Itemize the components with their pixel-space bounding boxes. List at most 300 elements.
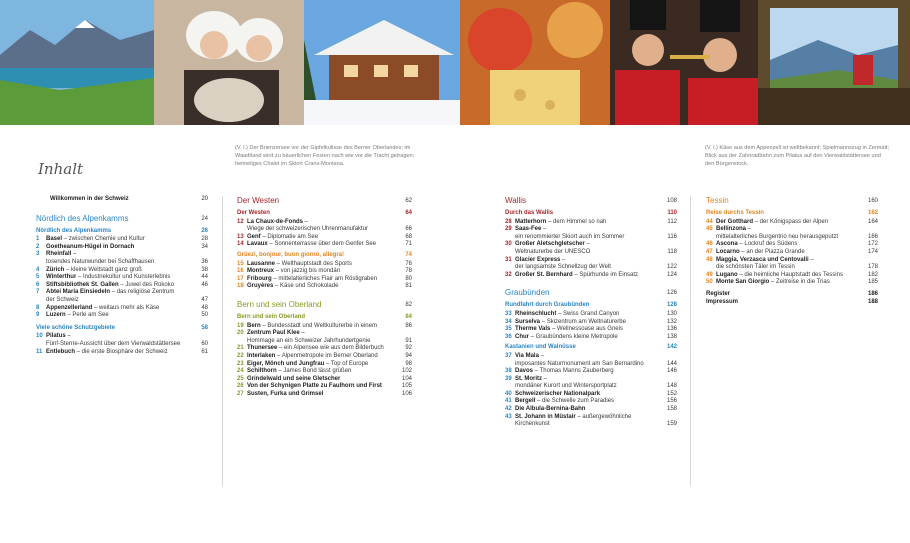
entry-page: 91 xyxy=(405,337,412,344)
toc-entry[interactable] xyxy=(237,276,412,284)
photo-brienzersee xyxy=(0,0,154,125)
entry-title-bold: Der Gotthard xyxy=(716,218,754,225)
entry-title-rest: – Diplomatie am See xyxy=(260,233,319,240)
entry-title-rest: – Top of Europe xyxy=(324,360,369,367)
entry-title: Impressum xyxy=(706,298,739,305)
toc-entry[interactable] xyxy=(237,376,412,384)
entry-title xyxy=(46,251,194,259)
entry-title-rest: – Industriekultur und Kunsterlebnis xyxy=(76,274,171,281)
toc-entry[interactable] xyxy=(505,376,677,384)
section-page: 126 xyxy=(666,290,677,297)
subsection-page: 110 xyxy=(667,210,677,216)
entry-number: 7 xyxy=(36,289,40,296)
entry-title xyxy=(247,268,398,276)
subsection-page: 26 xyxy=(201,227,208,234)
subsection-title: Reise durchs Tessin xyxy=(706,210,764,216)
entry-title-bold: Von der Schynigen Platte zu Faulhorn und First xyxy=(247,383,382,390)
entry-title-bold: Gruyères xyxy=(247,283,274,290)
section-heading[interactable] xyxy=(237,300,412,310)
toc-column-3 xyxy=(505,196,677,429)
toc-entry[interactable] xyxy=(706,279,878,287)
entry-number: 6 xyxy=(36,281,40,288)
subsection-page: 58 xyxy=(201,324,208,331)
entry-list xyxy=(237,219,412,249)
entry-list xyxy=(237,261,412,291)
toc-entry[interactable] xyxy=(505,219,677,227)
entry-number: 3 xyxy=(36,251,40,258)
entry-list xyxy=(237,323,412,399)
entry-page: 146 xyxy=(666,368,677,375)
entry-title xyxy=(247,241,398,249)
entry-page: 36 xyxy=(201,258,208,265)
entry-number: 28 xyxy=(505,218,512,225)
entry-list xyxy=(36,333,208,356)
entry-page: 104 xyxy=(401,375,412,382)
entry-title xyxy=(247,283,398,291)
entry-page: 102 xyxy=(401,368,412,375)
entry-title-bold: Winterthur xyxy=(46,274,77,281)
toc-entry[interactable] xyxy=(706,226,878,234)
entry-number: 49 xyxy=(706,271,713,278)
entry-page: 47 xyxy=(201,296,208,303)
toc-entry[interactable] xyxy=(505,353,677,361)
entry-number: 42 xyxy=(505,406,512,413)
entry-page: 92 xyxy=(405,345,412,352)
entry-title-bold: Therme Vals xyxy=(515,326,551,333)
entry-number: 5 xyxy=(36,274,40,281)
entry-page: 105 xyxy=(401,383,412,390)
entry-number: 24 xyxy=(237,368,244,375)
toc-entry[interactable] xyxy=(237,353,412,361)
entry-title-bold: Zürich xyxy=(46,266,65,273)
entry-title-bold: Die Albula-Bernina-Bahn xyxy=(515,406,586,413)
entry-title-rest: – kleine Weltstadt ganz groß xyxy=(64,266,142,273)
subsection-title: Der Westen xyxy=(237,210,270,216)
toc-entry[interactable] xyxy=(505,398,677,406)
entry-page: 94 xyxy=(405,352,412,359)
entry-page: 144 xyxy=(666,360,677,367)
toc-entry[interactable] xyxy=(706,257,878,265)
photo-appenzeller-cheese xyxy=(460,0,610,125)
toc-entry[interactable] xyxy=(237,338,412,346)
toc-entry[interactable] xyxy=(237,241,412,249)
entry-title-bold: Großer Aletschgletscher xyxy=(515,241,585,248)
entry-page: 76 xyxy=(405,260,412,267)
entry-title-bold: Luzern xyxy=(46,312,66,319)
toc-entry[interactable] xyxy=(237,226,412,234)
section-heading[interactable] xyxy=(505,288,677,298)
entry-title xyxy=(716,257,864,265)
entry-title xyxy=(46,349,194,357)
entry-title xyxy=(247,330,398,338)
entry-title-bold: Saas-Fee xyxy=(515,226,542,233)
entry-title-rest: ein renommierter Skiort auch im Sommer xyxy=(515,233,625,240)
section-title: Wallis xyxy=(505,196,527,205)
entry-number: 45 xyxy=(706,226,713,233)
toc-entry[interactable] xyxy=(505,368,677,376)
entry-title-bold: Davos xyxy=(515,368,534,375)
entry-page: 71 xyxy=(405,241,412,248)
entry-title-bold: Maggia, Verzasca und Centovalli xyxy=(716,256,809,263)
entry-list xyxy=(505,219,677,280)
entry-page: 81 xyxy=(405,283,412,290)
toc-entry[interactable] xyxy=(36,236,208,244)
entry-title xyxy=(716,249,864,257)
entry-title xyxy=(247,323,398,331)
entry-title-bold: Montreux xyxy=(247,268,274,275)
entry-number: 2 xyxy=(36,243,40,250)
toc-entry[interactable] xyxy=(505,334,677,342)
entry-page: 174 xyxy=(867,248,878,255)
subsection-heading[interactable] xyxy=(36,228,208,236)
entry-title xyxy=(716,279,864,287)
toc-entry[interactable] xyxy=(505,272,677,280)
toc-entry[interactable] xyxy=(505,234,677,242)
entry-title xyxy=(515,361,663,369)
entry-title-rest: tosendes Naturwunder bei Schaffhausen xyxy=(46,258,155,265)
toc-entry[interactable] xyxy=(706,249,878,257)
entry-page: 118 xyxy=(667,248,677,255)
photo-chalet xyxy=(304,0,460,125)
entry-number: 31 xyxy=(505,256,512,263)
entry-list xyxy=(505,311,677,341)
subsection-title: Nördlich des Alpenkamms xyxy=(36,227,112,234)
entry-title xyxy=(46,333,194,341)
subsection-page: 128 xyxy=(666,302,677,309)
subsection-title: Grüezi, bonjour, buon giorno, allegra! xyxy=(237,251,345,258)
entry-title xyxy=(46,244,194,252)
entry-title xyxy=(247,368,398,376)
entry-title: Register xyxy=(706,290,731,297)
subsection-heading[interactable] xyxy=(237,252,412,260)
entry-number: 21 xyxy=(237,345,244,352)
toc-entry[interactable] xyxy=(36,333,208,341)
toc-entry[interactable] xyxy=(36,282,208,290)
entry-title-rest: – ein Alpensee wie aus dem Bilderbuch xyxy=(277,345,384,352)
toc-entry[interactable] xyxy=(505,257,677,265)
toc-entry[interactable] xyxy=(237,330,412,338)
entry-title-bold: Schilthorn xyxy=(247,368,277,375)
entry-number: 19 xyxy=(237,322,244,329)
section-title: Tessin xyxy=(706,196,729,205)
entry-page: 98 xyxy=(405,360,412,367)
section-heading[interactable] xyxy=(706,196,878,206)
entry-title xyxy=(515,311,663,319)
caption-left: (V. l.) Der Brienzersee vor der Gipfelkulisse des Berner Oberlandes; im Waadtland wird zu bäuerlichen Festen nach wie vor die Tracht getragen; heimeliges Chalet im Skiort Crans-Montana. xyxy=(235,145,415,167)
entry-title xyxy=(46,282,194,290)
subsection-heading[interactable] xyxy=(237,314,412,322)
entry-title-rest: – xyxy=(808,256,814,263)
section-heading[interactable] xyxy=(505,196,677,206)
entry-title-bold: Bergell xyxy=(515,398,536,405)
toc-entry[interactable] xyxy=(505,319,677,327)
subsection-heading[interactable] xyxy=(505,302,677,310)
entry-number: 37 xyxy=(505,352,512,359)
section-page: 82 xyxy=(405,301,412,308)
entry-title-bold: Lugano xyxy=(716,271,738,278)
subsection-title: Kastanien und Walnüsse xyxy=(505,344,576,351)
entry-title-bold: Entlebuch xyxy=(46,348,76,355)
entry-title xyxy=(46,312,194,320)
subsection-page: 162 xyxy=(867,210,878,216)
entry-title xyxy=(716,234,864,242)
toc-entry[interactable] xyxy=(36,312,208,320)
toc-entry[interactable] xyxy=(36,259,208,267)
entry-title-bold: Zentrum Paul Klee xyxy=(247,330,300,337)
entry-number: 29 xyxy=(505,226,512,233)
entry-title-rest: – Skizentrum am Weltnaturerbe xyxy=(540,318,626,325)
toc-entry[interactable] xyxy=(237,283,412,291)
entry-title xyxy=(515,334,663,342)
toc-entry[interactable] xyxy=(36,349,208,357)
subsection-heading[interactable] xyxy=(237,210,412,218)
toc-entry[interactable] xyxy=(505,241,677,249)
toc-entry[interactable] xyxy=(505,264,677,272)
toc-entry[interactable] xyxy=(505,249,677,257)
entry-title xyxy=(515,326,663,334)
entry-page: 156 xyxy=(666,398,677,405)
toc-entry[interactable] xyxy=(36,341,208,349)
toc-entry[interactable] xyxy=(237,261,412,269)
entry-title xyxy=(716,219,864,227)
entry-title: Willkommen in der Schweiz xyxy=(50,196,129,202)
entry-page: 20 xyxy=(201,196,208,202)
entry-title xyxy=(515,376,663,384)
toc-entry[interactable] xyxy=(36,244,208,252)
subsection-heading[interactable] xyxy=(706,210,878,218)
entry-page: 106 xyxy=(401,390,412,397)
entry-title xyxy=(46,297,194,305)
entry-title xyxy=(515,414,663,422)
toc-entry[interactable] xyxy=(237,391,412,399)
entry-title-rest: – Käse und Schokolade xyxy=(273,283,339,290)
entry-title-rest: – xyxy=(746,226,752,233)
entry-title-rest: – xyxy=(303,218,309,225)
section-title: Bern und sein Oberland xyxy=(237,299,322,309)
toc-entry[interactable] xyxy=(706,272,878,280)
toc-entry[interactable] xyxy=(706,264,878,272)
entry-title xyxy=(46,236,194,244)
toc-entry[interactable] xyxy=(36,274,208,282)
entry-title-rest: – xyxy=(65,333,71,340)
entry-title xyxy=(515,241,663,249)
entry-title xyxy=(247,345,398,353)
toc-entry[interactable] xyxy=(237,345,412,353)
photo-tracht-girls xyxy=(154,0,304,125)
entry-number: 38 xyxy=(505,368,512,375)
subsection-page: 142 xyxy=(666,344,677,351)
entry-title-bold: Ascona xyxy=(716,241,738,248)
entry-title-bold: Großer St. Bernhard xyxy=(515,271,573,278)
toc-entry-welcome[interactable] xyxy=(36,196,208,204)
entry-title xyxy=(247,276,398,284)
section-page: 108 xyxy=(666,198,677,204)
entry-number: 15 xyxy=(237,260,244,267)
entry-title-bold: Rheinschlucht xyxy=(515,310,557,317)
entry-number: 43 xyxy=(505,413,512,420)
entry-title-rest: – von jazzig bis mondän xyxy=(274,268,341,275)
entry-page: 185 xyxy=(867,279,878,286)
entry-number: 11 xyxy=(36,348,43,355)
entry-title-rest: – die erste Biosphäre der Schweiz xyxy=(75,348,168,355)
entry-title-rest: der Schweiz xyxy=(46,296,79,303)
toc-entry[interactable] xyxy=(36,297,208,305)
section-title: Nördlich des Alpenkamms xyxy=(36,213,129,223)
entry-title xyxy=(247,353,398,361)
entry-title-bold: Thunersee xyxy=(247,345,278,352)
photo-spielmannszug xyxy=(610,0,758,125)
entry-title xyxy=(515,383,663,391)
subsection-title: Bern und sein Oberland xyxy=(237,313,306,320)
toc-entry[interactable] xyxy=(237,323,412,331)
entry-title xyxy=(247,383,398,391)
toc-entry[interactable] xyxy=(505,311,677,319)
entry-page: 136 xyxy=(666,326,677,333)
entry-page: 158 xyxy=(666,406,677,413)
entry-title-bold: Matterhorn xyxy=(515,218,547,225)
entry-number: 46 xyxy=(706,241,713,248)
entry-title-rest: – der Königspass der Alpen xyxy=(753,218,829,225)
toc-entry[interactable] xyxy=(505,391,677,399)
toc-entry[interactable] xyxy=(36,305,208,313)
toc-entry-register[interactable] xyxy=(706,291,878,299)
toc-entry[interactable] xyxy=(237,219,412,227)
subsection-page: 64 xyxy=(405,210,412,216)
entry-number: 32 xyxy=(505,271,512,278)
entry-title-rest: – Juwel des Rokoko xyxy=(118,281,175,288)
subsection-heading[interactable] xyxy=(505,344,677,352)
subsection-page: 84 xyxy=(405,313,412,320)
entry-title-rest: – xyxy=(542,375,548,382)
toc-entry[interactable] xyxy=(505,361,677,369)
entry-page: 186 xyxy=(867,290,878,297)
toc-entry[interactable] xyxy=(237,234,412,242)
subsection-title: Durch das Wallis xyxy=(505,210,554,216)
toc-entry[interactable] xyxy=(237,383,412,391)
toc-entry[interactable] xyxy=(36,251,208,259)
entry-title-rest: – Sonnenterrasse über dem Genfer See xyxy=(267,241,377,248)
toc-entry[interactable] xyxy=(36,267,208,275)
entry-title-bold: Glacier Express xyxy=(515,256,561,263)
photo-strip xyxy=(0,0,910,125)
subsection-heading[interactable] xyxy=(36,325,208,333)
entry-list xyxy=(36,236,208,320)
entry-title-rest: – Bundesstadt und Weltkulturerbe in einem xyxy=(260,322,377,329)
entry-title xyxy=(247,226,398,234)
column-divider xyxy=(222,196,223,486)
entry-title-bold: Lavaux xyxy=(247,241,268,248)
entry-title xyxy=(247,338,398,346)
entry-title-rest: – xyxy=(584,241,590,248)
toc-entry[interactable] xyxy=(505,406,677,414)
entry-title xyxy=(716,226,864,234)
entry-title-rest: – außergewöhnliche xyxy=(575,413,632,420)
entry-title-bold: Genf xyxy=(247,233,261,240)
toc-entry[interactable] xyxy=(706,219,878,227)
entry-title xyxy=(515,353,663,361)
toc-entry-impressum[interactable] xyxy=(706,299,878,307)
entry-title-rest: Wiege der schweizerischen Uhrenmanufaktur xyxy=(247,226,369,233)
entry-title-bold: Locarno xyxy=(716,248,740,255)
toc-entry[interactable] xyxy=(505,326,677,334)
subsection-heading[interactable] xyxy=(505,210,677,218)
entry-title xyxy=(515,264,663,272)
toc-entry[interactable] xyxy=(237,361,412,369)
entry-page: 152 xyxy=(666,390,677,397)
entry-title-bold: Fribourg xyxy=(247,275,272,282)
entry-title-rest: die schönsten Täler im Tessin xyxy=(716,264,795,271)
entry-title-bold: Eiger, Mönch und Jungfrau xyxy=(247,360,325,367)
entry-title xyxy=(716,272,864,280)
toc-entry[interactable] xyxy=(505,383,677,391)
entry-title-rest: – zwischen Chemie und Kultur xyxy=(62,236,145,243)
entry-number: 8 xyxy=(36,304,40,311)
toc-column-1 xyxy=(36,196,208,356)
entry-title-rest: – an der Piazza Grande xyxy=(739,248,805,255)
entry-title-rest: mittelalterliches Burgentrio neu herausgeputzt xyxy=(716,233,839,240)
entry-title xyxy=(247,391,398,399)
photo-zahnradbahn-pilatus xyxy=(758,0,910,125)
section-heading[interactable] xyxy=(36,214,208,224)
toc-entry[interactable] xyxy=(505,414,677,422)
entry-title-bold: Stiftsbibliothek St. Gallen xyxy=(46,281,119,288)
entry-page: 38 xyxy=(201,266,208,273)
section-heading[interactable] xyxy=(237,196,412,206)
entry-list xyxy=(505,353,677,429)
entry-title-rest: – die Schwelle zum Paradies xyxy=(535,398,615,405)
toc-entry[interactable] xyxy=(36,289,208,297)
toc-column-4 xyxy=(706,196,878,306)
entry-title xyxy=(247,376,398,384)
entry-number: 22 xyxy=(237,352,244,359)
toc-entry[interactable] xyxy=(706,241,878,249)
entry-title-rest: – mittelalterliches Flair am Röstigraben xyxy=(271,275,378,282)
section-title: Der Westen xyxy=(237,196,280,205)
entry-number: 44 xyxy=(706,218,713,225)
entry-number: 33 xyxy=(505,310,512,317)
entry-title-rest: – Lockruf des Südens xyxy=(737,241,798,248)
column-divider xyxy=(690,196,691,486)
entry-title xyxy=(515,249,663,257)
entry-title-bold: Basel xyxy=(46,236,63,243)
entry-number: 50 xyxy=(706,279,713,286)
entry-page: 48 xyxy=(201,304,208,311)
entry-number: 10 xyxy=(36,333,43,340)
toc-entry[interactable] xyxy=(505,421,677,429)
entry-page: 60 xyxy=(201,340,208,347)
subsection-title: Rundfahrt durch Graubünden xyxy=(505,302,590,309)
toc-entry[interactable] xyxy=(706,234,878,242)
entry-page: 159 xyxy=(666,421,677,428)
entry-title-bold: Monte San Giorgio xyxy=(716,279,770,286)
entry-page: 188 xyxy=(867,298,878,305)
entry-title-bold: Via Mala xyxy=(515,352,539,359)
entry-title-bold: Susten, Furka und Grimsel xyxy=(247,390,324,397)
toc-entry[interactable] xyxy=(237,268,412,276)
entry-number: 39 xyxy=(505,375,512,382)
entry-title-bold: Bern xyxy=(247,322,261,329)
entry-number: 36 xyxy=(505,333,512,340)
entry-title-rest: – Swiss Grand Canyon xyxy=(556,310,620,317)
entry-number: 41 xyxy=(505,398,512,405)
entry-number: 20 xyxy=(237,330,244,337)
entry-title xyxy=(247,261,398,269)
entry-number: 40 xyxy=(505,390,512,397)
entry-list xyxy=(706,219,878,287)
toc-entry[interactable] xyxy=(237,368,412,376)
toc-entry[interactable] xyxy=(505,226,677,234)
subsection-page: 74 xyxy=(405,251,412,258)
